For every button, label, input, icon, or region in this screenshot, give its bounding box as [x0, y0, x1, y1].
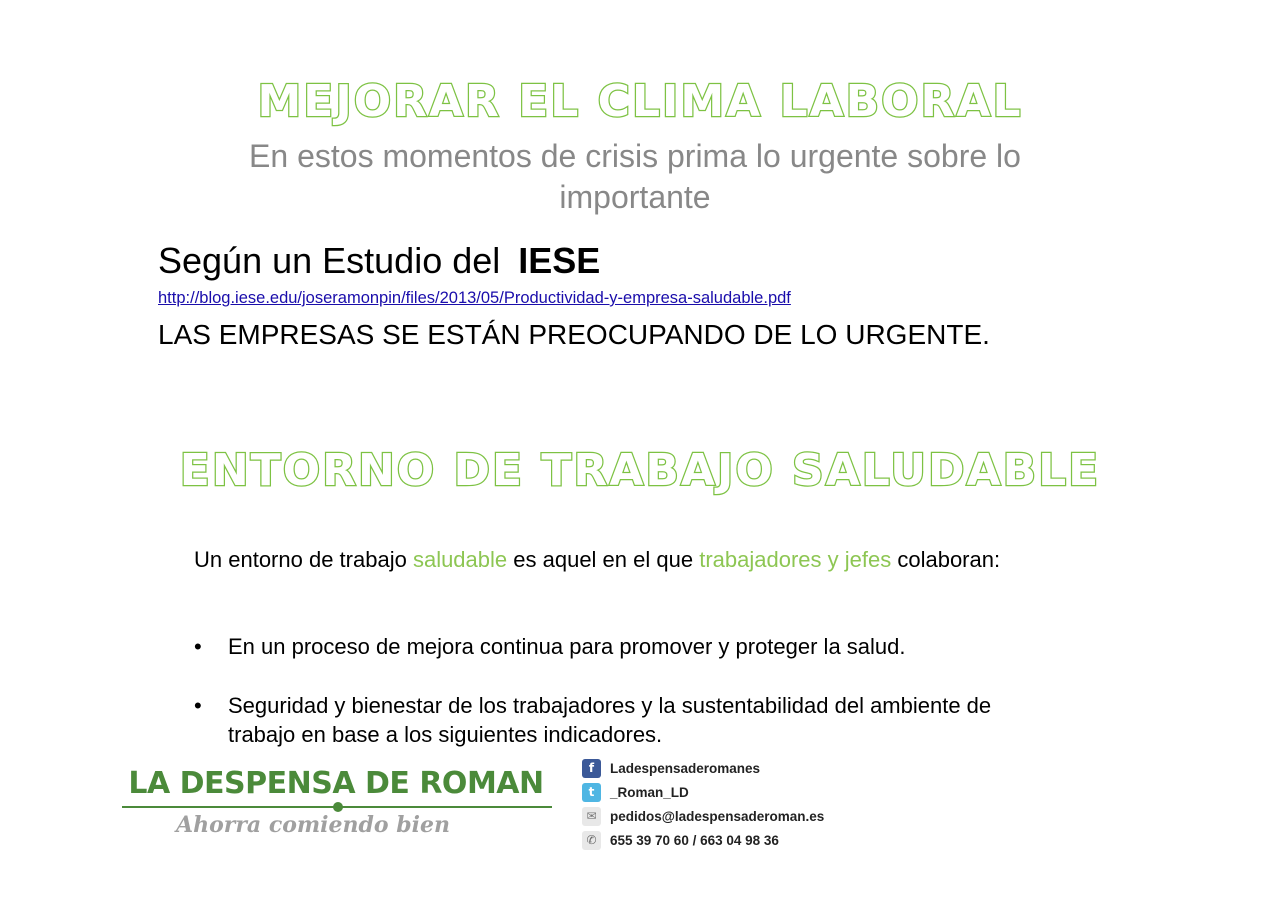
definition-highlight-saludable: saludable: [412, 547, 508, 572]
bullet-icon: •: [194, 634, 202, 659]
section-title-clima-laboral: MEJORAR EL CLIMA LABORAL: [257, 76, 1023, 127]
contact-email[interactable]: [582, 804, 882, 828]
list-item-text: Seguridad y bienestar de los trabajadores y la sustentabilidad del ambiente de trabajo en base a los siguientes indicadores.: [228, 693, 992, 747]
list-item: [194, 691, 1054, 749]
logo-tagline: Ahorra comiendo bien: [176, 812, 450, 838]
list-item-text: En un proceso de mejora continua para promover y proteger la salud.: [228, 634, 906, 659]
definition-text-1: Un entorno de trabajo: [194, 547, 407, 572]
contact-email-text: pedidos@ladespensaderoman.es: [610, 808, 825, 824]
section-subtitle: En estos momentos de crisis prima lo urgente sobre lo importante: [249, 138, 1021, 215]
contact-twitter[interactable]: [582, 780, 882, 804]
logo-dot: [333, 802, 343, 812]
definition-paragraph: [194, 545, 1044, 574]
list-item: [194, 632, 1054, 661]
study-statement: LAS EMPRESAS SE ESTÁN PREOCUPANDO DE LO URGENTE.: [158, 319, 990, 350]
definition-text-3: colaboran:: [897, 547, 1001, 572]
brand-logo: [120, 766, 560, 846]
twitter-icon: t: [582, 783, 601, 802]
bullet-icon: •: [194, 693, 202, 718]
facebook-icon: f: [582, 759, 601, 778]
contact-list: [582, 756, 882, 852]
contact-phone: [582, 828, 882, 852]
mail-icon: ✉: [582, 807, 601, 826]
study-org: IESE: [518, 240, 601, 281]
contact-twitter-text: _Roman_LD: [610, 784, 689, 800]
definition-highlight-trabajadores: trabajadores y jefes: [699, 547, 892, 572]
study-link[interactable]: http://blog.iese.edu/joseramonpin/files/2013/05/Productividad-y-empresa-saludable.pdf: [158, 289, 791, 307]
logo-name: LA DESPENSA DE ROMAN: [128, 766, 544, 801]
phone-icon: ✆: [582, 831, 601, 850]
contact-facebook-text: Ladespensaderomanes: [610, 760, 761, 776]
definition-text-2: es aquel en el que: [513, 547, 694, 572]
study-reference: [158, 240, 600, 282]
study-prefix: Según un Estudio del: [158, 240, 501, 281]
section-title-entorno-saludable: ENTORNO DE TRABAJO SALUDABLE: [179, 445, 1101, 496]
contact-facebook[interactable]: [582, 756, 882, 780]
contact-phone-text: 655 39 70 60 / 663 04 98 36: [610, 832, 779, 848]
